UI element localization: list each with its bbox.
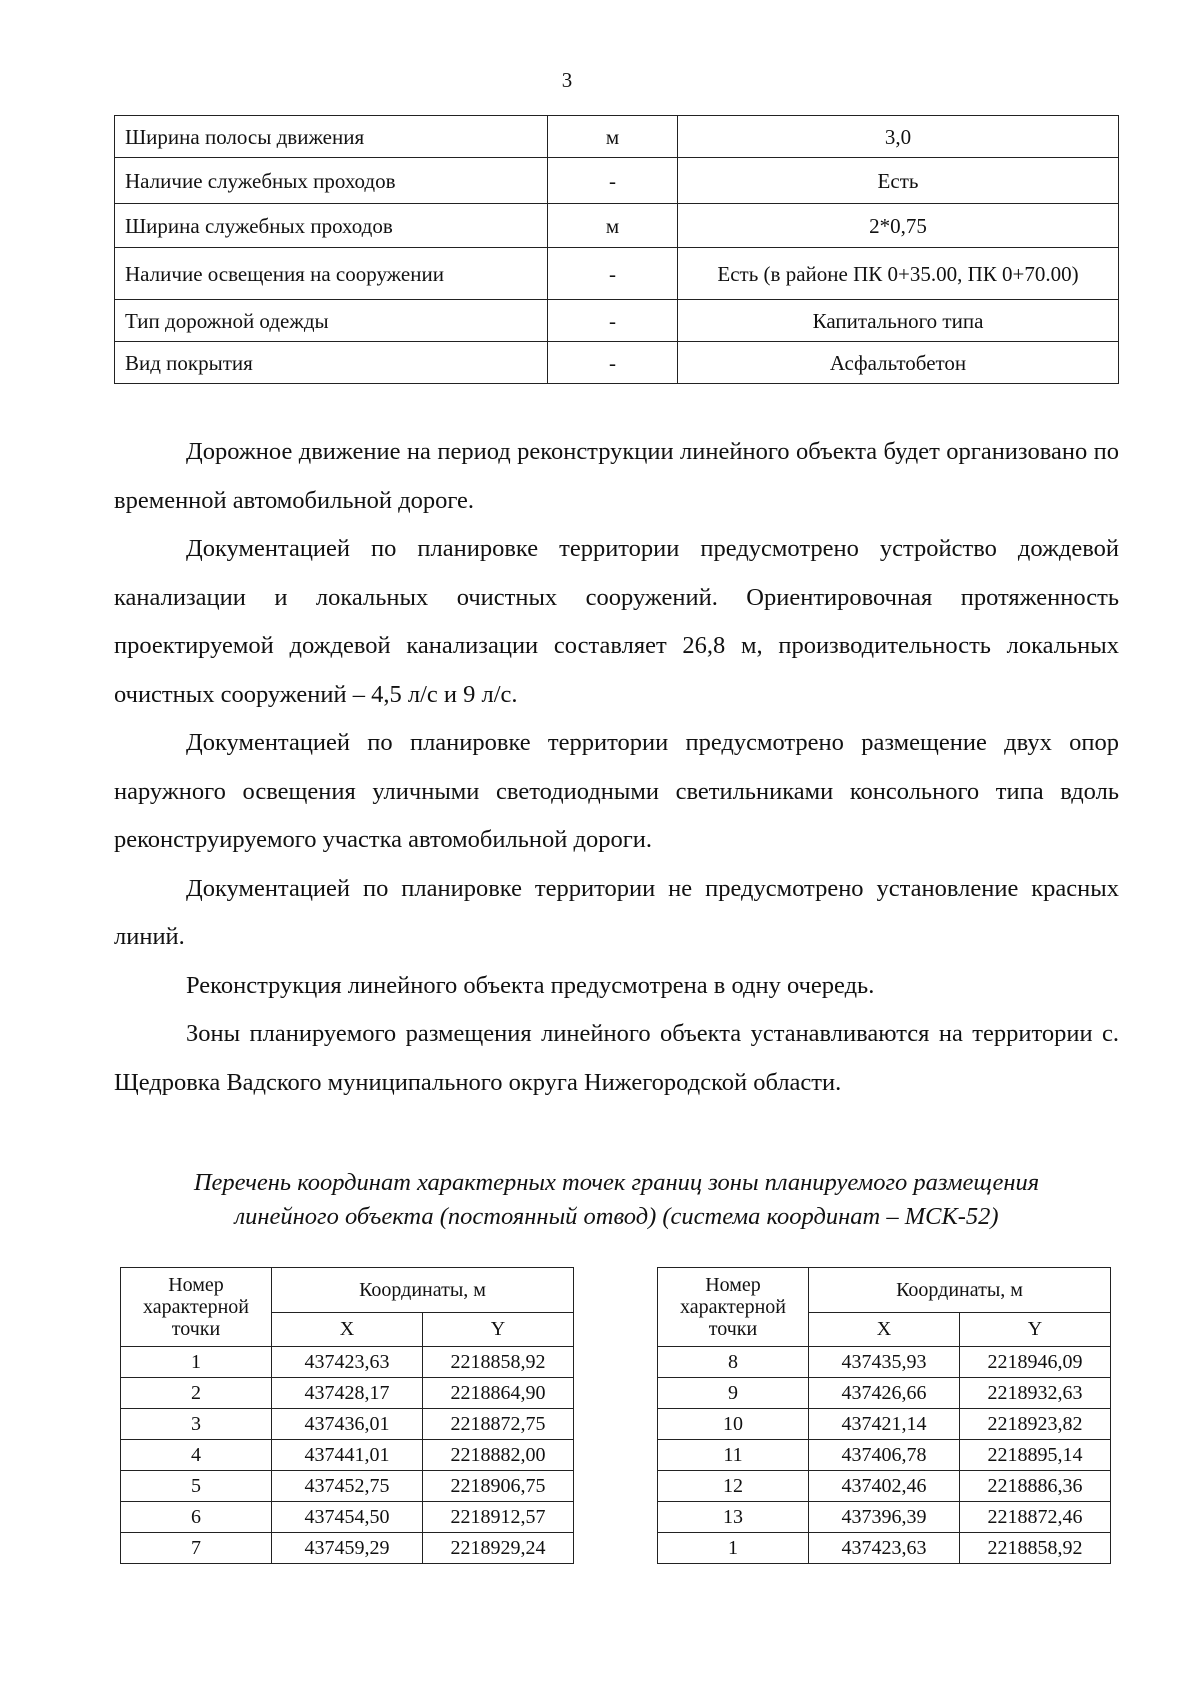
point-number: 1 — [121, 1347, 272, 1378]
point-number: 3 — [121, 1409, 272, 1440]
spec-value: Есть (в районе ПК 0+35.00, ПК 0+70.00) — [678, 248, 1119, 300]
spec-param: Ширина полосы движения — [115, 116, 548, 158]
spec-row — [115, 158, 1119, 204]
spec-value: 2*0,75 — [678, 204, 1119, 248]
coordinate-row — [658, 1409, 1111, 1440]
coordinate-row — [121, 1440, 574, 1471]
coordinates-caption — [114, 1166, 1119, 1234]
paragraph: Документацией по планировке территории не предусмотрено установление красных линий. — [114, 874, 1119, 950]
spec-unit: - — [548, 342, 678, 384]
spec-row — [115, 342, 1119, 384]
point-number: 10 — [658, 1409, 809, 1440]
coordinate-row — [121, 1409, 574, 1440]
point-number: 8 — [658, 1347, 809, 1378]
coord-y: 2218886,36 — [960, 1471, 1111, 1502]
coord-x: 437423,63 — [272, 1347, 423, 1378]
spec-unit: м — [548, 204, 678, 248]
coord-y: 2218872,75 — [423, 1409, 574, 1440]
coord-x: 437402,46 — [809, 1471, 960, 1502]
point-number: 13 — [658, 1502, 809, 1533]
coord-y: 2218895,14 — [960, 1440, 1111, 1471]
spec-param: Наличие служебных проходов — [115, 158, 548, 204]
coord-x: 437423,63 — [809, 1533, 960, 1564]
coord-y: 2218864,90 — [423, 1378, 574, 1409]
coordinates-table-right-body — [658, 1347, 1111, 1564]
point-number: 2 — [121, 1378, 272, 1409]
paragraph: Зоны планируемого размещения линейного объекта устанавливаются на территории с. Щедровка Вадского муниципального округа Нижегородской области. — [114, 1020, 1119, 1096]
coordinate-row — [121, 1533, 574, 1564]
coord-x: 437452,75 — [272, 1471, 423, 1502]
paragraph: Реконструкция линейного объекта предусмотрена в одну очередь. — [186, 971, 875, 999]
spec-value: Асфальтобетон — [678, 342, 1119, 384]
caption-line: линейного объекта (постоянный отвод) (система координат – МСК-52) — [234, 1203, 999, 1230]
coordinate-row — [658, 1502, 1111, 1533]
coord-y: 2218929,24 — [423, 1533, 574, 1564]
point-number: 9 — [658, 1378, 809, 1409]
coord-x: 437459,29 — [272, 1533, 423, 1564]
coord-y: 2218858,92 — [960, 1533, 1111, 1564]
spec-param: Тип дорожной одежды — [115, 300, 548, 342]
coordinate-row — [658, 1347, 1111, 1378]
point-number: 4 — [121, 1440, 272, 1471]
coord-x: 437435,93 — [809, 1347, 960, 1378]
header-y: Y — [960, 1313, 1111, 1347]
coord-x: 437441,01 — [272, 1440, 423, 1471]
header-point-number: Номер характерной точки — [121, 1268, 272, 1347]
page-number: 3 — [561, 68, 573, 92]
coord-y: 2218872,46 — [960, 1502, 1111, 1533]
coord-y: 2218912,57 — [423, 1502, 574, 1533]
spec-value: Капитального типа — [678, 300, 1119, 342]
header-x: X — [809, 1313, 960, 1347]
coord-x: 437436,01 — [272, 1409, 423, 1440]
coordinates-table-left — [120, 1267, 574, 1564]
point-number: 6 — [121, 1502, 272, 1533]
coord-y: 2218882,00 — [423, 1440, 574, 1471]
spec-table — [114, 115, 1119, 384]
coord-y: 2218906,75 — [423, 1471, 574, 1502]
coordinates-table-right — [657, 1267, 1111, 1564]
point-number: 5 — [121, 1471, 272, 1502]
coord-y: 2218923,82 — [960, 1409, 1111, 1440]
coordinate-row — [658, 1378, 1111, 1409]
spec-row — [115, 204, 1119, 248]
spec-row — [115, 248, 1119, 300]
header-y: Y — [423, 1313, 574, 1347]
header-x: X — [272, 1313, 423, 1347]
coordinates-table-left-body — [121, 1347, 574, 1564]
coord-x: 437454,50 — [272, 1502, 423, 1533]
header-coordinates: Координаты, м — [272, 1268, 574, 1313]
point-number: 1 — [658, 1533, 809, 1564]
coord-x: 437406,78 — [809, 1440, 960, 1471]
spec-row — [115, 116, 1119, 158]
spec-unit: м — [548, 116, 678, 158]
coord-x: 437396,39 — [809, 1502, 960, 1533]
paragraph: Документацией по планировке территории предусмотрено размещение двух опор наружного освещения уличными светодиодными светильниками консольного типа вдоль реконструируемого участка автомобильной дороги. — [114, 729, 1119, 853]
coordinate-row — [121, 1347, 574, 1378]
coord-y: 2218858,92 — [423, 1347, 574, 1378]
spec-value: 3,0 — [678, 116, 1119, 158]
body-text — [114, 428, 1119, 1107]
paragraph: Дорожное движение на период реконструкции линейного объекта будет организовано по временной автомобильной дороге. — [114, 438, 1119, 514]
coordinate-row — [658, 1471, 1111, 1502]
header-point-number: Номер характерной точки — [658, 1268, 809, 1347]
spec-unit: - — [548, 300, 678, 342]
coord-x: 437421,14 — [809, 1409, 960, 1440]
spec-table-body — [115, 116, 1119, 384]
coordinate-row — [121, 1378, 574, 1409]
coord-x: 437426,66 — [809, 1378, 960, 1409]
coord-y: 2218946,09 — [960, 1347, 1111, 1378]
coordinate-row — [658, 1533, 1111, 1564]
header-coordinates: Координаты, м — [809, 1268, 1111, 1313]
coord-y: 2218932,63 — [960, 1378, 1111, 1409]
spec-unit: - — [548, 248, 678, 300]
spec-value: Есть — [678, 158, 1119, 204]
spec-param: Вид покрытия — [115, 342, 548, 384]
coord-x: 437428,17 — [272, 1378, 423, 1409]
spec-unit: - — [548, 158, 678, 204]
spec-row — [115, 300, 1119, 342]
paragraph: Документацией по планировке территории предусмотрено устройство дождевой канализации и локальных очистных сооружений. Ориентировочная протяженность проектируемой дождевой канализации составляет 26,8 м, производительность локальных очистных сооружений – 4,5 л/с и 9 л/с. — [114, 535, 1119, 708]
point-number: 11 — [658, 1440, 809, 1471]
point-number: 12 — [658, 1471, 809, 1502]
point-number: 7 — [121, 1533, 272, 1564]
spec-param: Ширина служебных проходов — [115, 204, 548, 248]
coordinate-row — [658, 1440, 1111, 1471]
coordinate-row — [121, 1471, 574, 1502]
coordinate-row — [121, 1502, 574, 1533]
spec-param: Наличие освещения на сооружении — [115, 248, 548, 300]
caption-line: Перечень координат характерных точек границ зоны планируемого размещения — [193, 1169, 1040, 1196]
